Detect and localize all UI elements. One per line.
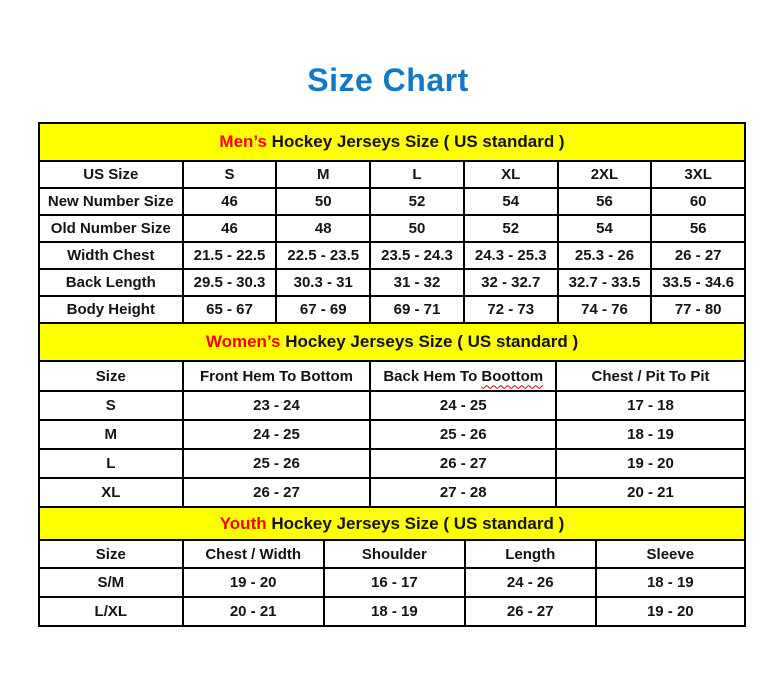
row-label: L/XL (39, 597, 183, 626)
size-value: 29.5 - 30.3 (183, 269, 277, 296)
column-header: Chest / Width (183, 540, 324, 568)
table-row (39, 269, 745, 296)
table-row (39, 597, 745, 626)
mens-band-text: Hockey Jerseys Size ( US standard ) (266, 132, 565, 151)
column-header: Front Hem To Bottom (183, 361, 371, 391)
youth-section-band (39, 507, 745, 540)
size-value: 20 - 21 (556, 478, 745, 507)
youth-header-row (39, 540, 745, 568)
size-value: 16 - 17 (324, 568, 465, 597)
size-value: 31 - 32 (370, 269, 464, 296)
size-value: 17 - 18 (556, 391, 745, 420)
size-value: 65 - 67 (183, 296, 277, 323)
size-value: 54 (558, 215, 652, 242)
column-header: Chest / Pit To Pit (556, 361, 745, 391)
size-value: 22.5 - 23.5 (276, 242, 370, 269)
womens-table-body (39, 391, 745, 507)
size-value: 26 - 27 (465, 597, 596, 626)
row-label: XL (39, 478, 183, 507)
table-row (39, 242, 745, 269)
size-value: 52 (464, 215, 558, 242)
youth-section-band-row (39, 507, 745, 540)
column-header: Length (465, 540, 596, 568)
size-value: 50 (370, 215, 464, 242)
womens-section-band (39, 323, 745, 361)
row-label: New Number Size (39, 188, 183, 215)
size-value: 23.5 - 24.3 (370, 242, 464, 269)
size-chart-tables (38, 122, 746, 627)
size-value: 23 - 24 (183, 391, 371, 420)
size-value: 24 - 26 (465, 568, 596, 597)
page-title: Size Chart (307, 62, 469, 98)
youth-table-body (39, 568, 745, 626)
size-value: 56 (651, 215, 745, 242)
size-value: 69 - 71 (370, 296, 464, 323)
table-row (39, 449, 745, 478)
size-value: 67 - 69 (276, 296, 370, 323)
row-label: Old Number Size (39, 215, 183, 242)
size-value: 27 - 28 (370, 478, 556, 507)
column-header: 2XL (558, 161, 652, 188)
size-value: 25 - 26 (183, 449, 371, 478)
table-row (39, 568, 745, 597)
mens-section-band (39, 123, 745, 161)
table-row (39, 296, 745, 323)
size-value: 54 (464, 188, 558, 215)
womens-band-highlight: Women’s (205, 332, 281, 351)
size-value: 25 - 26 (370, 420, 556, 449)
size-value: 21.5 - 22.5 (183, 242, 277, 269)
size-value: 20 - 21 (183, 597, 324, 626)
size-value: 77 - 80 (651, 296, 745, 323)
size-value: 48 (276, 215, 370, 242)
youth-band-highlight: Youth (219, 513, 267, 533)
size-value: 46 (183, 188, 277, 215)
youth-band-text: Hockey Jerseys Size ( US standard ) (266, 513, 565, 533)
size-value: 46 (183, 215, 277, 242)
size-value: 52 (370, 188, 464, 215)
size-value: 18 - 19 (556, 420, 745, 449)
size-value: 18 - 19 (596, 568, 745, 597)
womens-header-row (39, 361, 745, 391)
row-label: Width Chest (39, 242, 183, 269)
row-label: S/M (39, 568, 183, 597)
mens-header-row (39, 161, 745, 188)
column-header: 3XL (651, 161, 745, 188)
size-value: 72 - 73 (464, 296, 558, 323)
youth-size-table (38, 506, 746, 627)
womens-band-text: Hockey Jerseys Size ( US standard ) (280, 332, 579, 351)
size-value: 50 (276, 188, 370, 215)
column-header: Size (39, 540, 183, 568)
misspelled-word: Boottom (481, 367, 544, 385)
size-value: 24 - 25 (183, 420, 371, 449)
size-value: 24 - 25 (370, 391, 556, 420)
table-row (39, 391, 745, 420)
size-value: 60 (651, 188, 745, 215)
size-value: 26 - 27 (370, 449, 556, 478)
size-value: 19 - 20 (596, 597, 745, 626)
column-header: Size (39, 361, 183, 391)
table-row (39, 478, 745, 507)
column-header: Sleeve (596, 540, 745, 568)
table-row (39, 420, 745, 449)
mens-section-band-row (39, 123, 745, 161)
womens-section-band-row (39, 323, 745, 361)
row-label: M (39, 420, 183, 449)
size-value: 19 - 20 (556, 449, 745, 478)
column-header: S (183, 161, 277, 188)
row-label: Back Length (39, 269, 183, 296)
column-header: Back Hem To Boottom (370, 361, 556, 391)
size-value: 33.5 - 34.6 (651, 269, 745, 296)
column-header: XL (464, 161, 558, 188)
size-value: 24.3 - 25.3 (464, 242, 558, 269)
womens-size-table (38, 322, 746, 508)
column-header: Shoulder (324, 540, 465, 568)
mens-table-body (39, 188, 745, 323)
column-header: M (276, 161, 370, 188)
size-value: 25.3 - 26 (558, 242, 652, 269)
size-value: 56 (558, 188, 652, 215)
size-value: 30.3 - 31 (276, 269, 370, 296)
row-label: L (39, 449, 183, 478)
mens-band-highlight: Men’s (219, 132, 267, 151)
size-value: 18 - 19 (324, 597, 465, 626)
column-header: US Size (39, 161, 183, 188)
row-label: Body Height (39, 296, 183, 323)
size-value: 74 - 76 (558, 296, 652, 323)
size-value: 32 - 32.7 (464, 269, 558, 296)
size-value: 32.7 - 33.5 (558, 269, 652, 296)
mens-size-table (38, 122, 746, 324)
size-value: 19 - 20 (183, 568, 324, 597)
size-value: 26 - 27 (183, 478, 371, 507)
table-row (39, 188, 745, 215)
row-label: S (39, 391, 183, 420)
size-value: 26 - 27 (651, 242, 745, 269)
table-row (39, 215, 745, 242)
column-header: L (370, 161, 464, 188)
